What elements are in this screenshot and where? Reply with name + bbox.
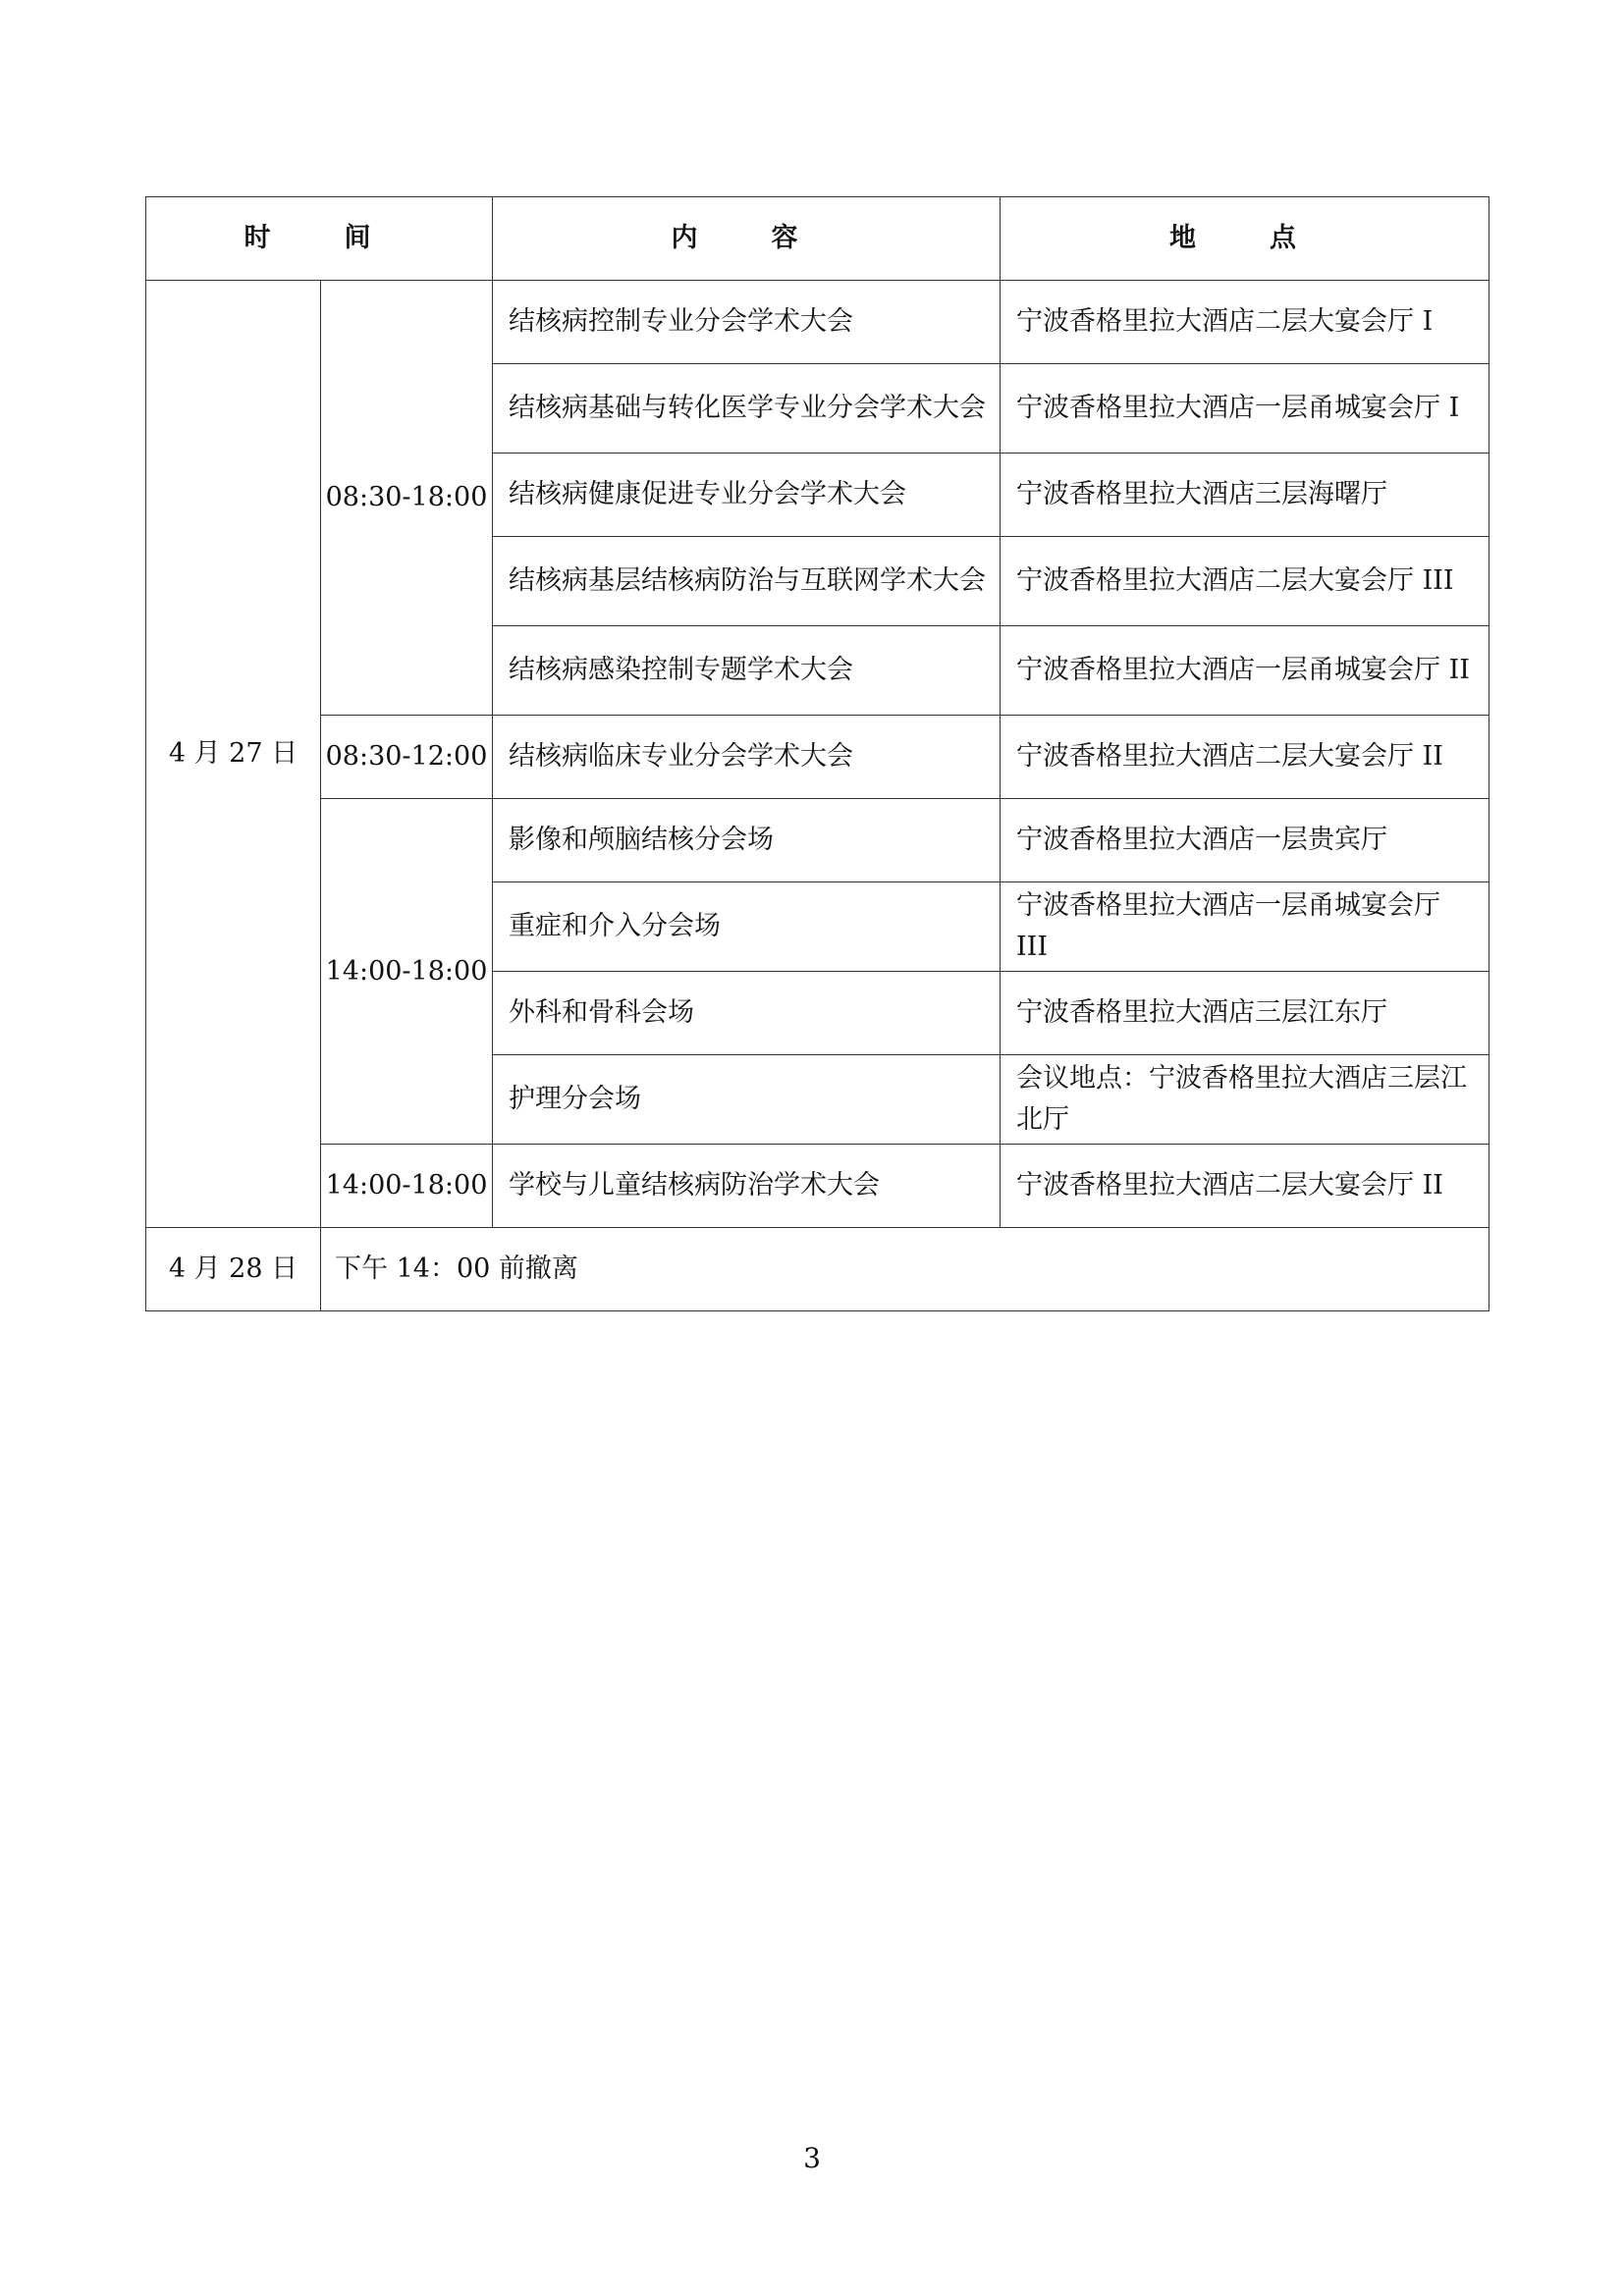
content-cell: 外科和骨科会场 bbox=[493, 972, 1001, 1055]
content-cell: 护理分会场 bbox=[493, 1055, 1001, 1145]
page-number: 3 bbox=[803, 2142, 821, 2174]
table-row bbox=[146, 799, 1489, 882]
content-cell: 结核病基础与转化医学专业分会学术大会 bbox=[493, 364, 1001, 454]
venue-cell: 宁波香格里拉大酒店二层大宴会厅 III bbox=[1001, 537, 1489, 626]
content-cell: 结核病控制专业分会学术大会 bbox=[493, 281, 1001, 364]
table-row bbox=[146, 1228, 1489, 1311]
content-cell: 结核病临床专业分会学术大会 bbox=[493, 716, 1001, 799]
header-time: 时 间 bbox=[146, 197, 493, 281]
date-cell: 4 月 27 日 bbox=[146, 281, 321, 1228]
content-cell: 结核病基层结核病防治与互联网学术大会 bbox=[493, 537, 1001, 626]
venue-cell: 宁波香格里拉大酒店一层甬城宴会厅 II bbox=[1001, 626, 1489, 716]
venue-cell: 宁波香格里拉大酒店一层甬城宴会厅 III bbox=[1001, 882, 1489, 972]
content-cell: 学校与儿童结核病防治学术大会 bbox=[493, 1145, 1001, 1228]
time-cell: 14:00-18:00 bbox=[321, 1145, 493, 1228]
table-row bbox=[146, 281, 1489, 364]
header-content: 内 容 bbox=[493, 197, 1001, 281]
venue-cell: 宁波香格里拉大酒店三层江东厅 bbox=[1001, 972, 1489, 1055]
venue-cell: 宁波香格里拉大酒店二层大宴会厅 II bbox=[1001, 716, 1489, 799]
venue-cell: 宁波香格里拉大酒店一层甬城宴会厅 I bbox=[1001, 364, 1489, 454]
content-cell: 影像和颅脑结核分会场 bbox=[493, 799, 1001, 882]
venue-cell: 宁波香格里拉大酒店二层大宴会厅 I bbox=[1001, 281, 1489, 364]
note-cell: 下午 14：00 前撤离 bbox=[321, 1228, 1489, 1311]
content-cell: 结核病健康促进专业分会学术大会 bbox=[493, 454, 1001, 537]
schedule-table bbox=[145, 196, 1489, 1311]
venue-cell: 宁波香格里拉大酒店一层贵宾厅 bbox=[1001, 799, 1489, 882]
venue-cell: 宁波香格里拉大酒店三层海曙厅 bbox=[1001, 454, 1489, 537]
time-cell: 08:30-12:00 bbox=[321, 716, 493, 799]
time-cell: 14:00-18:00 bbox=[321, 799, 493, 1145]
content-cell: 结核病感染控制专题学术大会 bbox=[493, 626, 1001, 716]
table-row bbox=[146, 716, 1489, 799]
content-cell: 重症和介入分会场 bbox=[493, 882, 1001, 972]
venue-cell: 会议地点：宁波香格里拉大酒店三层江北厅 bbox=[1001, 1055, 1489, 1145]
time-cell: 08:30-18:00 bbox=[321, 281, 493, 716]
venue-cell: 宁波香格里拉大酒店二层大宴会厅 II bbox=[1001, 1145, 1489, 1228]
table-row bbox=[146, 1145, 1489, 1228]
date-cell: 4 月 28 日 bbox=[146, 1228, 321, 1311]
header-row bbox=[146, 197, 1489, 281]
header-venue: 地 点 bbox=[1001, 197, 1489, 281]
